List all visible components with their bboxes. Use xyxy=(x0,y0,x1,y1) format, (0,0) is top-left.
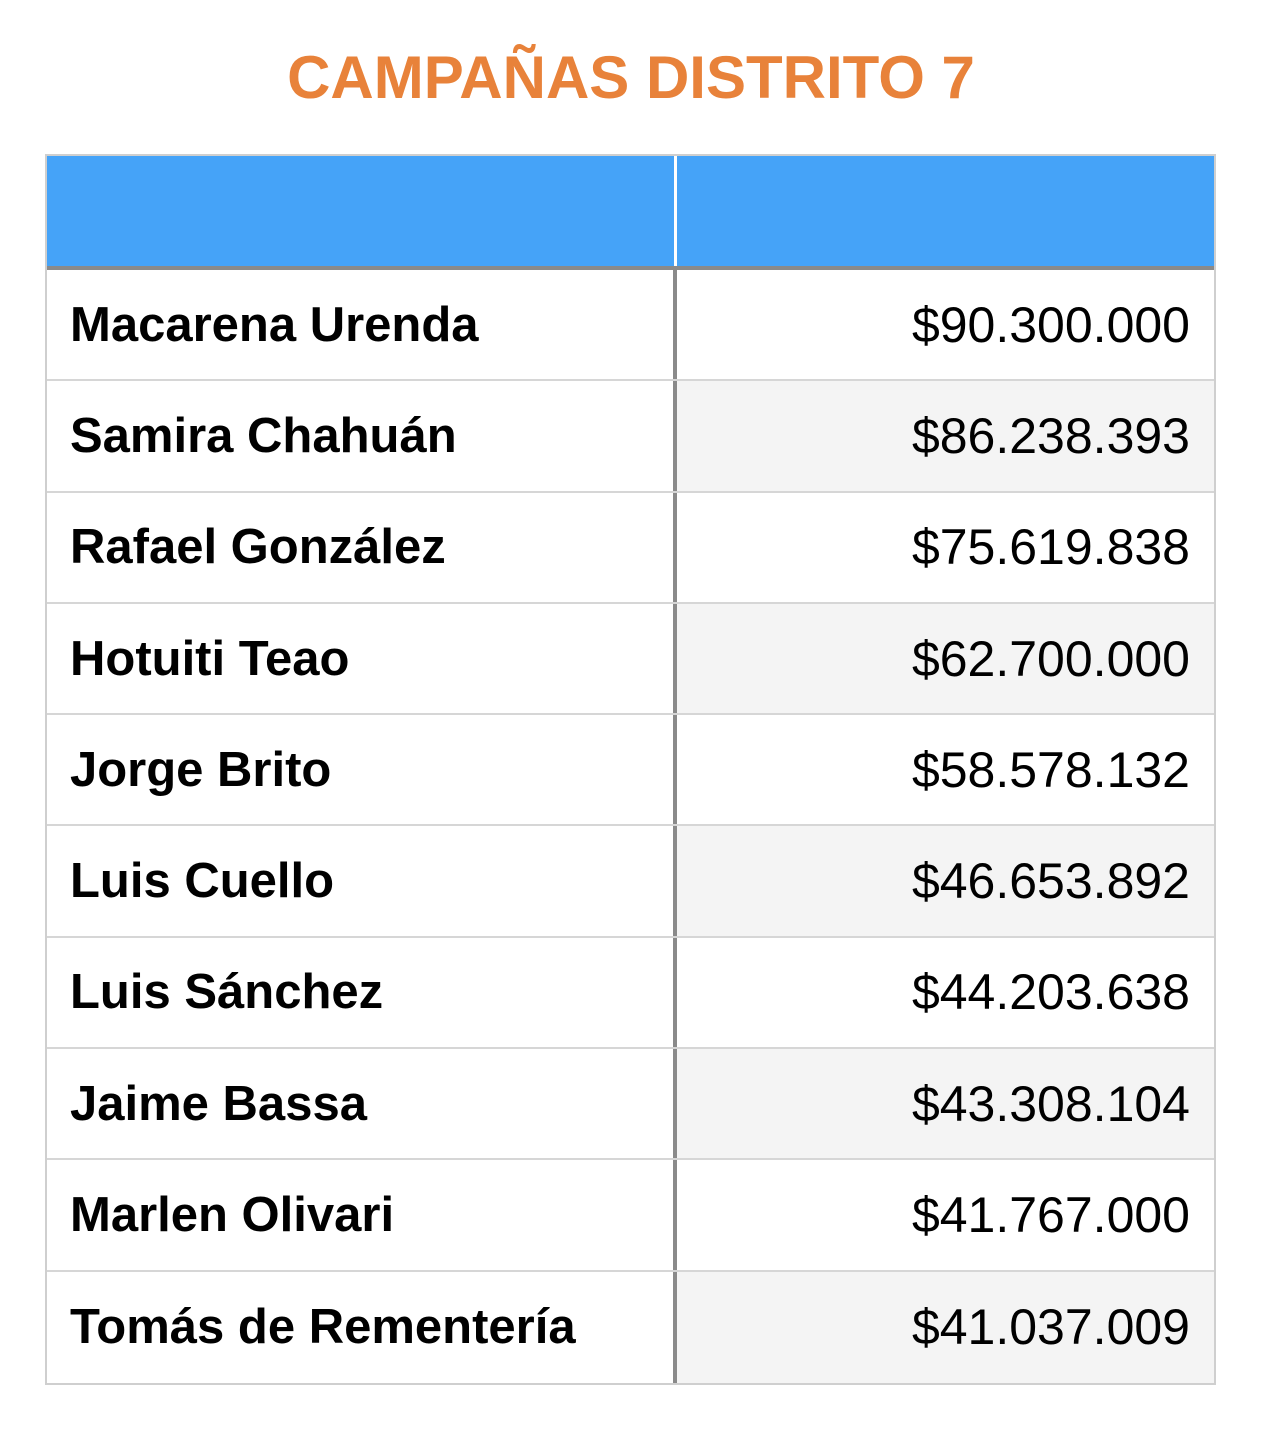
campaign-amount: $43.308.104 xyxy=(677,1049,1214,1158)
candidate-name: Luis Cuello xyxy=(47,826,677,935)
header-cell-amount xyxy=(677,156,1214,266)
campaign-amount: $41.037.009 xyxy=(677,1272,1214,1383)
table-row xyxy=(47,381,1214,492)
candidate-name: Jorge Brito xyxy=(47,715,677,824)
page-title: CAMPAÑAS DISTRITO 7 xyxy=(287,44,975,111)
campaign-amount: $41.767.000 xyxy=(677,1160,1214,1269)
table-row xyxy=(47,715,1214,826)
candidate-name: Jaime Bassa xyxy=(47,1049,677,1158)
table-row xyxy=(47,604,1214,715)
candidate-name: Marlen Olivari xyxy=(47,1160,677,1269)
table-row xyxy=(47,493,1214,604)
header-cell-name xyxy=(47,156,677,266)
table-row xyxy=(47,1049,1214,1160)
candidate-name: Hotuiti Teao xyxy=(47,604,677,713)
table-row xyxy=(47,938,1214,1049)
campaign-amount: $75.619.838 xyxy=(677,493,1214,602)
campaign-amount: $90.300.000 xyxy=(677,270,1214,379)
table-header xyxy=(47,156,1214,270)
campaign-amount: $44.203.638 xyxy=(677,938,1214,1047)
table-row xyxy=(47,1160,1214,1271)
candidate-name: Tomás de Rementería xyxy=(47,1272,677,1383)
campaign-amount: $86.238.393 xyxy=(677,381,1214,490)
candidate-name: Samira Chahuán xyxy=(47,381,677,490)
campaign-amount: $62.700.000 xyxy=(677,604,1214,713)
candidate-name: Luis Sánchez xyxy=(47,938,677,1047)
table-row xyxy=(47,826,1214,937)
table-row xyxy=(47,1272,1214,1383)
campaign-amount: $46.653.892 xyxy=(677,826,1214,935)
campaign-amount: $58.578.132 xyxy=(677,715,1214,824)
table-row xyxy=(47,270,1214,381)
candidate-name: Macarena Urenda xyxy=(47,270,677,379)
candidate-name: Rafael González xyxy=(47,493,677,602)
campaign-table xyxy=(45,154,1216,1385)
